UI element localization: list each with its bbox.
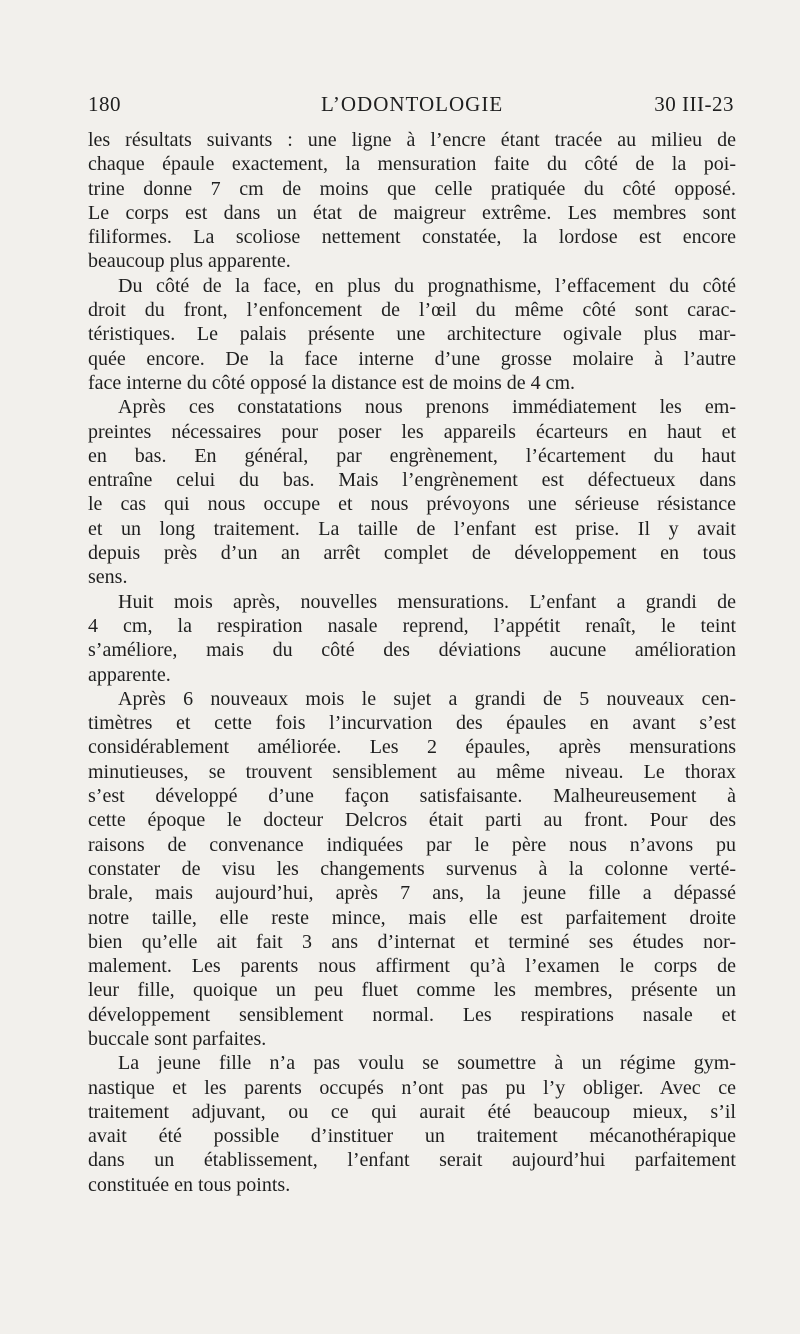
text-line: timètres et cette fois l’incurvation des épaules en avant s’est bbox=[88, 712, 736, 735]
text-line: bien qu’elle ait fait 3 ans d’internat et terminé ses études nor- bbox=[88, 930, 736, 953]
issue-date: 30 III-23 bbox=[654, 92, 734, 116]
text-line: leur fille, quoique un peu fluet comme les membres, présente un bbox=[88, 979, 736, 1002]
text-line: malement. Les parents nous affirment qu’à l’examen le corps de bbox=[88, 955, 736, 978]
paragraph bbox=[88, 274, 736, 395]
text-line: traitement adjuvant, ou ce qui aurait été beaucoup mieux, s’il bbox=[88, 1100, 736, 1123]
text-line: le cas qui nous occupe et nous prévoyons une sérieuse résistance bbox=[88, 493, 736, 516]
body-text bbox=[88, 128, 736, 1197]
page-number: 180 bbox=[88, 92, 121, 116]
text-line: et un long traitement. La taille de l’enfant est prise. Il y avait bbox=[88, 517, 736, 540]
text-line: trine donne 7 cm de moins que celle pratiquée du côté opposé. bbox=[88, 177, 736, 200]
text-line: droit du front, l’enfoncement de l’œil du même côté sont carac- bbox=[88, 299, 736, 322]
text-line: chaque épaule exactement, la mensuration faite du côté de la poi- bbox=[88, 153, 736, 176]
text-line: minutieuses, se trouvent sensiblement au même niveau. Le thorax bbox=[88, 760, 736, 783]
text-line: beaucoup plus apparente. bbox=[88, 250, 291, 273]
paragraph bbox=[88, 395, 736, 589]
text-line: face interne du côté opposé la distance est de moins de 4 cm. bbox=[88, 371, 576, 394]
paragraph bbox=[88, 128, 736, 274]
text-line: Après 6 nouveaux mois le sujet a grandi de 5 nouveaux cen- bbox=[118, 687, 736, 710]
paragraph bbox=[88, 590, 736, 687]
text-line: nastique et les parents occupés n’ont pas pu l’y obliger. Avec ce bbox=[88, 1076, 736, 1099]
text-line: buccale sont parfaites. bbox=[88, 1027, 267, 1050]
text-line: depuis près d’un an arrêt complet de développement en tous bbox=[88, 542, 736, 565]
text-line: en bas. En général, par engrènement, l’écartement du haut bbox=[88, 444, 736, 467]
text-line: notre taille, elle reste mince, mais elle est parfaitement droite bbox=[88, 906, 736, 929]
text-line: développement sensiblement normal. Les respirations nasale et bbox=[88, 1003, 736, 1026]
text-line: téristiques. Le palais présente une architecture ogivale plus mar- bbox=[88, 323, 736, 346]
text-line: quée encore. De la face interne d’une grosse molaire à l’autre bbox=[88, 347, 736, 370]
text-line: avait été possible d’instituer un traitement mécanothérapique bbox=[88, 1125, 736, 1148]
text-line: considérablement améliorée. Les 2 épaules, après mensurations bbox=[88, 736, 736, 759]
text-line: les résultats suivants : une ligne à l’encre étant tracée au milieu de bbox=[88, 129, 736, 151]
text-line: 4 cm, la respiration nasale reprend, l’appétit renaît, le teint bbox=[88, 614, 736, 637]
text-line: dans un établissement, l’enfant serait aujourd’hui parfaitement bbox=[88, 1149, 736, 1172]
text-line: filiformes. La scoliose nettement constatée, la lordose est encore bbox=[88, 226, 736, 249]
text-line: s’est développé d’une façon satisfaisante. Malheureusement à bbox=[88, 785, 736, 808]
text-line: preintes nécessaires pour poser les appareils écarteurs en haut et bbox=[88, 420, 736, 443]
text-line: cette époque le docteur Delcros était parti au front. Pour des bbox=[88, 809, 736, 832]
text-line: La jeune fille n’a pas voulu se soumettre à un régime gym- bbox=[118, 1052, 736, 1075]
journal-title: L’ODONTOLOGIE bbox=[321, 92, 504, 116]
text-line: Le corps est dans un état de maigreur extrême. Les membres sont bbox=[88, 201, 736, 224]
text-line: constituée en tous points. bbox=[88, 1173, 291, 1196]
running-header bbox=[88, 92, 734, 124]
text-line: raisons de convenance indiquées par le père nous n’avons pu bbox=[88, 833, 736, 856]
text-line: constater de visu les changements survenus à la colonne verté- bbox=[88, 857, 736, 880]
paragraph bbox=[88, 1051, 736, 1197]
text-line: s’améliore, mais du côté des déviations aucune amélioration bbox=[88, 639, 736, 662]
text-line: Huit mois après, nouvelles mensurations. L’enfant a grandi de bbox=[118, 590, 736, 613]
text-line: sens. bbox=[88, 566, 128, 589]
text-line: Du côté de la face, en plus du prognathisme, l’effacement du côté bbox=[118, 274, 736, 297]
text-line: apparente. bbox=[88, 663, 171, 686]
text-line: entraîne celui du bas. Mais l’engrènement est défectueux dans bbox=[88, 469, 736, 492]
paragraph bbox=[88, 687, 736, 1051]
text-line: Après ces constatations nous prenons immédiatement les em- bbox=[118, 396, 736, 419]
text-line: brale, mais aujourd’hui, après 7 ans, la jeune fille a dépassé bbox=[88, 882, 736, 905]
